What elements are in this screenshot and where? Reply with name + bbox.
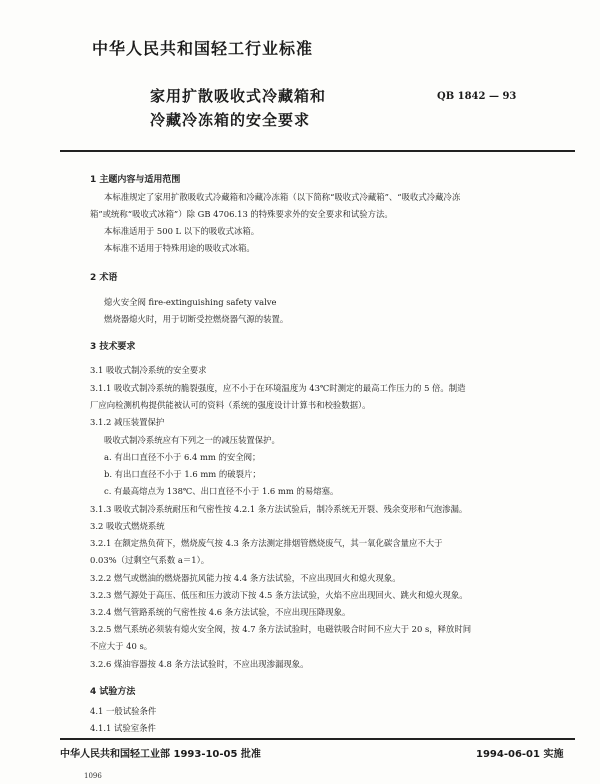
term-definition: 燃烧器熄火时，用于切断受控燃烧器气源的装置。 bbox=[104, 314, 289, 324]
list-item: b. 有出口直径不小于 1.6 mm 的破裂片； bbox=[104, 469, 261, 479]
standard-type: 中华人民共和国轻工行业标准 bbox=[92, 39, 314, 58]
page-number: 1096 bbox=[84, 772, 102, 780]
section-4-heading: 4 试验方法 bbox=[90, 687, 136, 697]
paragraph: 3.2.5 燃气系统必须装有熄火安全阀，按 4.7 条方法试验时，电磁铁吸合时间不应大于 20 s，释放时间 bbox=[90, 624, 472, 634]
paragraph: 3.2.6 煤油容器按 4.8 条方法试验时，不应出现渗漏现象。 bbox=[90, 659, 309, 669]
paragraph: 本标准不适用于特殊用途的吸收式冰箱。 bbox=[104, 243, 255, 253]
subsection-heading: 3.1 吸收式制冷系统的安全要求 bbox=[90, 365, 207, 375]
paragraph: 本标准适用于 500 L 以下的吸收式冰箱。 bbox=[104, 226, 260, 236]
effective-date: 1994-06-01 实施 bbox=[476, 749, 564, 760]
paragraph: 厂应向检测机构提供能被认可的资料（系统的强度设计计算书和校验数据）。 bbox=[90, 400, 371, 410]
paragraph: 吸收式制冷系统应有下列之一的减压装置保护。 bbox=[104, 435, 280, 445]
paragraph: 3.1.3 吸收式制冷系统耐压和气密性按 4.2.1 条方法试验后，制冷系统无开裂、残余变形和气泡渗漏。 bbox=[90, 504, 468, 514]
subsection-heading: 3.2 吸收式燃烧系统 bbox=[90, 521, 165, 531]
paragraph: 3.2.4 燃气管路系统的气密性按 4.6 条方法试验，不应出现压降现象。 bbox=[90, 607, 351, 617]
paragraph: 0.03%（过剩空气系数 a＝1）。 bbox=[90, 555, 210, 565]
paragraph: 本标准规定了家用扩散吸收式冷藏箱和冷藏冷冻箱（以下简称“吸收式冷藏箱”、“吸收式冷藏冷冻 bbox=[104, 192, 461, 202]
top-rule bbox=[60, 150, 575, 152]
list-item: a. 有出口直径不小于 6.4 mm 的安全阀； bbox=[104, 452, 261, 462]
clause-heading: 4.1.1 试验室条件 bbox=[90, 723, 156, 733]
clause-heading: 3.1.2 减压装置保护 bbox=[90, 417, 165, 427]
subsection-heading: 4.1 一般试验条件 bbox=[90, 706, 157, 716]
section-2-heading: 2 术语 bbox=[90, 273, 118, 283]
bottom-rule bbox=[60, 738, 575, 740]
paragraph: 箱”或统称“吸收式冰箱”）除 GB 4706.13 的特殊要求外的安全要求和试验方法。 bbox=[90, 209, 393, 219]
approval-date: 中华人民共和国轻工业部 1993-10-05 批准 bbox=[60, 749, 261, 760]
paragraph: 3.1.1 吸收式制冷系统的脆裂强度，应不小于在环境温度为 43℃时测定的最高工作压力的 5 倍。制造 bbox=[90, 383, 466, 393]
list-item: c. 有最高熔点为 138℃、出口直径不小于 1.6 mm 的易熔塞。 bbox=[104, 486, 339, 496]
paragraph: 不应大于 40 s。 bbox=[90, 641, 153, 651]
section-1-heading: 1 主题内容与适用范围 bbox=[90, 175, 181, 185]
title-line-1: 家用扩散吸收式冷藏箱和 bbox=[150, 87, 327, 105]
term: 熄火安全阀 fire-extinguishing safety valve bbox=[104, 297, 277, 307]
title-line-2: 冷藏冷冻箱的安全要求 bbox=[150, 111, 311, 129]
section-3-heading: 3 技术要求 bbox=[90, 342, 136, 352]
paragraph: 3.2.2 燃气或燃油的燃烧器抗风能力按 4.4 条方法试验，不应出现回火和熄火现象。 bbox=[90, 573, 401, 583]
paragraph: 3.2.3 燃气源处于高压、低压和压力波动下按 4.5 条方法试验，火焰不应出现回火、跳火和熄火现象。 bbox=[90, 590, 468, 600]
standard-code: QB 1842 — 93 bbox=[437, 91, 517, 102]
paragraph: 3.2.1 在额定热负荷下，燃烧废气按 4.3 条方法测定排烟管燃烧废气，其一氧化碳含量应不大于 bbox=[90, 538, 443, 548]
